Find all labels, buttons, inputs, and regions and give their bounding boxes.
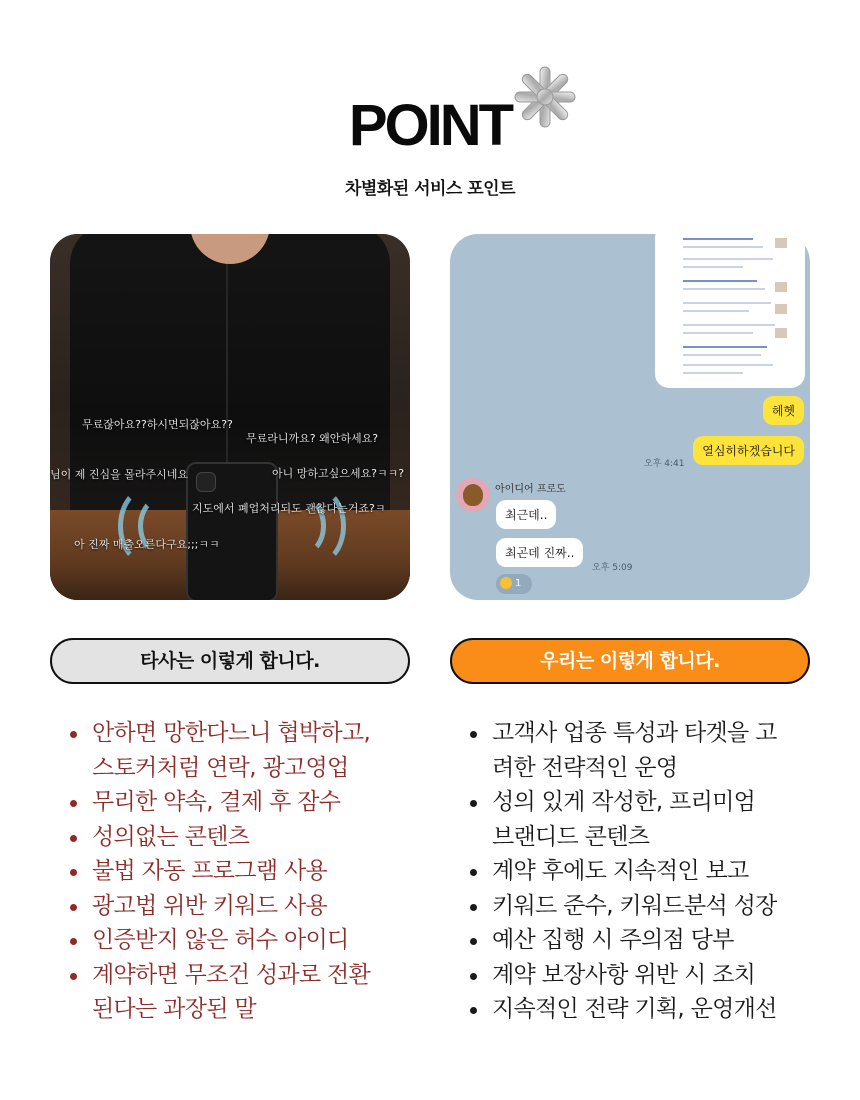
chat-bubble-in: 최곤데 진짜..: [496, 538, 583, 567]
list-item: 인증받지 않은 허수 아이디: [70, 923, 420, 958]
list-item: 계약 후에도 지속적인 보고: [470, 854, 820, 889]
page-subtitle: 차별화된 서비스 포인트: [344, 179, 516, 199]
timestamp: 오후 4:41: [644, 459, 685, 469]
overlay-text: 님이 제 진심을 몰라주시네요: [50, 468, 189, 481]
overlay-text: 아니 망하고싶으세요?ㅋㅋ?: [272, 467, 405, 480]
others-list: [70, 716, 420, 1027]
overlay-text: 지도에서 폐업처리되도 괜찮다는거죠?ㅋ: [192, 502, 386, 515]
camera-icon: [196, 472, 216, 492]
title: [0, 92, 860, 159]
chat-bubble-out: 열심히하겠습니다: [693, 436, 804, 465]
reaction-badge: [496, 574, 532, 594]
reaction-count: 1: [515, 578, 522, 589]
bear-character-icon: [463, 484, 483, 506]
list-item: 성의 있게 작성한, 프리미엄 브랜디드 콘텐츠: [470, 785, 820, 854]
list-item: 예산 집행 시 주의점 당부: [470, 923, 820, 958]
list-item: 성의없는 콘텐츠: [70, 820, 420, 855]
chat-bubble-out: 헤헷: [763, 396, 804, 425]
others-photo-panel: [50, 234, 410, 600]
list-item: 지속적인 전략 기획, 운영개선: [470, 992, 820, 1027]
list-item: 무리한 약속, 결제 후 잠수: [70, 785, 420, 820]
ours-chat-panel: [450, 234, 810, 600]
sender-name: 아이디어 프로도: [495, 484, 566, 495]
overlay-text: 아 진짜 매출오른다구요;;;ㅋㅋ: [74, 538, 220, 551]
timestamp: 오후 5:09: [592, 563, 633, 573]
ours-label: 우리는 이렇게 합니다.: [450, 638, 810, 684]
list-item: 광고법 위반 키워드 사용: [70, 889, 420, 924]
smartphone: [186, 462, 278, 600]
list-item: 안하면 망한다느니 협박하고, 스토커처럼 연락, 광고영업: [70, 716, 420, 785]
list-item: 불법 자동 프로그램 사용: [70, 854, 420, 889]
avatar: [456, 478, 490, 512]
others-label: 타사는 이렇게 합니다.: [50, 638, 410, 684]
emoji-reaction-icon: [500, 577, 512, 589]
list-item: 계약 보장사항 위반 시 조치: [470, 958, 820, 993]
list-item: 고객사 업종 특성과 타겟을 고 려한 전략적인 운영: [470, 716, 820, 785]
overlay-text: 무료잖아요??하시면되잖아요??: [82, 418, 233, 431]
shared-screenshot: [655, 234, 805, 388]
page-title: POINT: [348, 93, 512, 158]
chat-bubble-in: 최근데..: [496, 500, 556, 529]
ours-list: [470, 716, 820, 1027]
list-item: 계약하면 무조건 성과로 전환 된다는 과장된 말: [70, 958, 420, 1027]
chrome-asterisk-icon: [512, 64, 578, 130]
overlay-text: 무료라니까요? 왜안하세요?: [246, 432, 379, 445]
list-item: 키워드 준수, 키워드분석 성장: [470, 889, 820, 924]
